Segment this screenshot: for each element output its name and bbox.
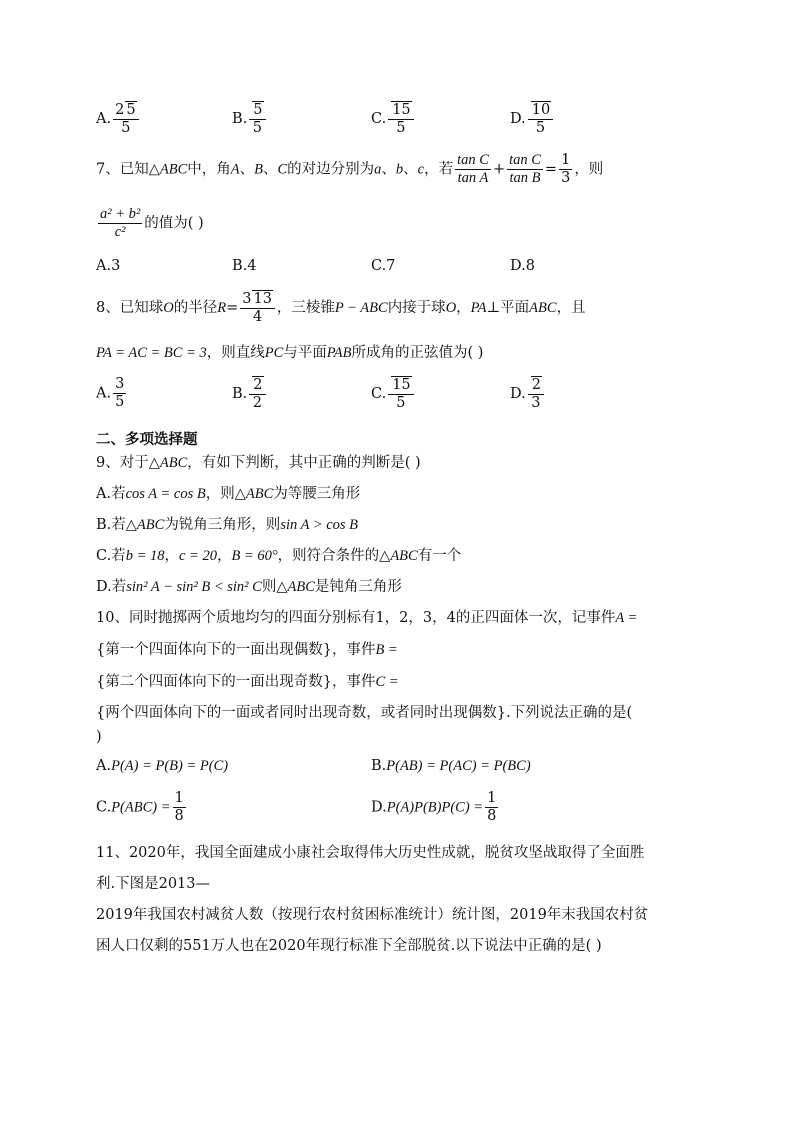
q8-stem-line1: 8、已知球O的半径R= $\frac{3 13}{4}$ ，三棱锥P − ABC内接于球O，PA⊥平面ABC，且 [96,291,586,325]
q6-option-b-fraction: $\frac{5}{5}$ [249,101,265,137]
q9-option-b: B.若△ABC为锐角三角形，则sin A > cos B [96,517,359,533]
q10-stem-line4: {两个四面体向下的一面或者同时出现奇数，或者同时出现偶数}.下列说法正确的是( [96,705,633,721]
q6-option-a-fraction: $\frac{2 5}{5}$ [113,101,138,137]
q10-stem-line2: {第一个四面体向下的一面出现偶数}，事件B = [96,642,398,658]
q8-option-b: B. $\frac{2}{2}$ [232,376,268,412]
q8-option-d: D. $\frac{2}{3}$ [510,376,546,412]
q9-option-a: A.若cos A = cos B，则△ABC为等腰三角形 [96,486,361,502]
q10-option-b: B.P(AB) = P(AC) = P(BC) [371,758,531,774]
q8-option-a: A. $\frac{3}{5}$ [96,376,125,410]
q7-stem-line2: $\frac{\text{a² + b²}}{\text{c²}}$ 的值为( ) [100,206,204,240]
q6-option-a: A. $\frac{2 5}{5}$ [96,101,141,137]
q10-option-c-fraction: $\frac{1}{8}$ [174,790,184,824]
q6-option-c: C. $\frac{15}{5}$ [371,101,416,137]
q8-option-b-fraction: $\frac{2}{2}$ [249,376,265,412]
q8-option-c-fraction: $\frac{15}{5}$ [388,376,413,412]
section-heading: 二、多项选择题 [96,432,198,448]
q10-option-c: C.P(ABC) = $\frac{1}{8}$ [96,790,184,824]
q7-fraction-tanC-tanB: $\frac{\text{tan C}}{\text{tan B}}$ [509,152,541,186]
q11-stem-line4: 困人口仅剩的551万人也在2020年现行标准下全部脱贫.以下说法中正确的是( ) [96,938,602,954]
q6-option-c-fraction: $\frac{15}{5}$ [388,101,413,137]
q7-option-d: D.8 [510,258,535,274]
q8-option-a-fraction: $\frac{3}{5}$ [115,376,125,410]
q6-option-b: B. $\frac{5}{5}$ [232,101,268,137]
q11-stem-line1: 11、2020年，我国全面建成小康社会取得伟大历史性成就，脱贫攻坚战取得了全面胜 [96,845,645,861]
q7-option-c: C.7 [371,258,396,274]
q6-option-d: D. $\frac{10}{5}$ [510,101,555,137]
q7-fraction-one-third: $\frac{1}{3}$ [561,152,571,186]
q9-option-d: D.若sin² A − sin² B < sin² C则△ABC是钝角三角形 [96,579,402,595]
q8-option-c: C. $\frac{15}{5}$ [371,376,416,412]
q6-option-d-fraction: $\frac{10}{5}$ [528,101,553,137]
q7-fraction-tanC-tanA: $\frac{\text{tan C}}{\text{tan A}}$ [457,152,489,186]
q8-radius-fraction: $\frac{3 13}{4}$ [240,290,275,326]
q9-stem: 9、对于△ABC，有如下判断，其中正确的判断是( ) [96,455,421,471]
q10-stem-line1: 10、同时抛掷两个质地均匀的四面分别标有1，2，3，4的正四面体一次，记事件A = [96,610,638,626]
q10-stem-line3: {第二个四面体向下的一面出现奇数}，事件C = [96,674,399,690]
q10-option-a: A.P(A) = P(B) = P(C) [96,758,229,774]
q7-expression-fraction: $\frac{\text{a² + b²}}{\text{c²}}$ [100,206,141,240]
q10-option-d: D.P(A)P(B)P(C) = $\frac{1}{8}$ [371,790,497,824]
q7-stem-line1: 7、已知△ABC中，角A、B、C的对边分别为a、b、c，若 $\frac{\text{tan C}}{\text{tan A}}$ + $\frac{\text{tan C}}{\text{tan B}}$ = $\frac{1}{3}$ ，则 [96,152,604,186]
q8-stem-line2: PA = AC = BC = 3，则直线PC与平面PAB所成角的正弦值为( ) [96,345,484,361]
q11-stem-line3: 2019年我国农村减贫人数（按现行农村贫困标准统计）统计图，2019年末我国农村贫 [96,907,649,923]
q11-stem-line2: 利.下图是2013— [96,876,211,892]
q10-option-d-fraction: $\frac{1}{8}$ [487,790,497,824]
q10-stem-line5: ) [96,729,102,745]
q8-option-d-fraction: $\frac{2}{3}$ [528,376,544,412]
q9-option-c: C.若b = 18，c = 20，B = 60°，则符合条件的△ABC有一个 [96,548,462,564]
q7-option-b: B.4 [232,258,257,274]
q7-option-a: A.3 [96,258,121,274]
